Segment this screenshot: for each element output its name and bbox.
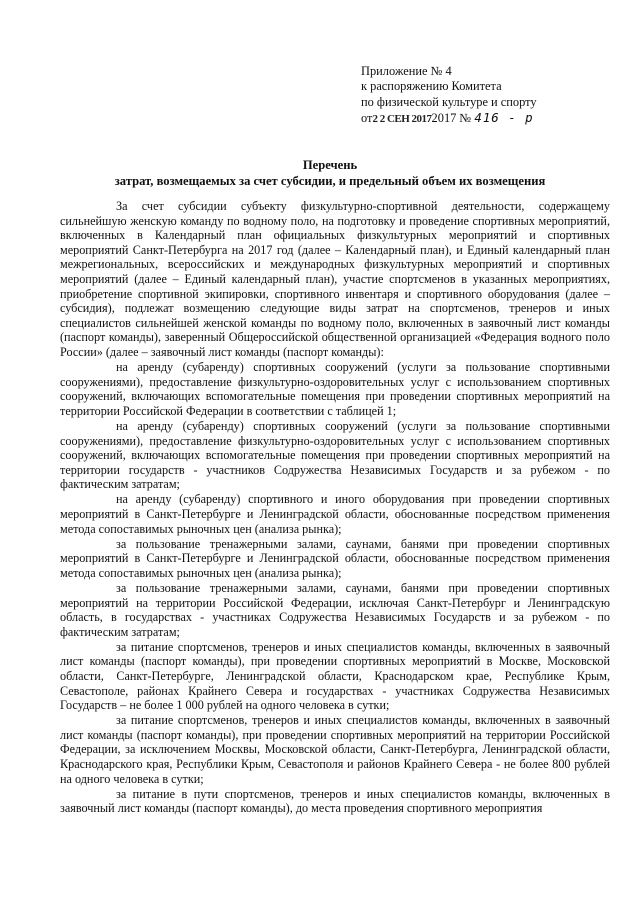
document-body [60,199,610,816]
paragraph: на аренду (субаренду) спортивного и иного оборудования при проведении спортивных мероприятий в Санкт-Петербурге и Ленинградской области, обоснованные посредством применения метода сопоставимых рыночных цен (анализа рынка); [60,492,610,536]
paragraph: За счет субсидии субъекту физкультурно-спортивной деятельности, содержащему сильнейшую женскую команду по водному поло, на подготовку и проведение спортивных мероприятий, включенных в Календарный план официальных физкультурных мероприятий и спортивных мероприятий Санкт-Петербурга на 2017 год (далее – Календарный план), и Единый календарный план межрегиональных, всероссийских и международных физкультурных мероприятий и спортивных мероприятий (далее – Единый календарный план), участие спортсменов в указанных мероприятиях, приобретение спортивной экипировки, спортивного инвентаря и спортивного оборудования (далее – субсидия), подлежат возмещению следующие виды затрат на спортсменов, тренеров и иных специалистов сильнейшей женской команды по водному поло, включенных в заявочный лист команды (паспорт команды), заверенный Общероссийской общественной организацией «Федерация водного поло России» (далее – заявочный лист команды (паспорт команды): [60,199,610,359]
appendix-header [361,64,621,128]
appendix-date-line [361,110,621,127]
date-stamp: 2 2 СЕН 2017 [372,113,432,126]
date-prefix: от [361,111,373,126]
paragraph: за питание спортсменов, тренеров и иных специалистов команды, включенных в заявочный лист команды (паспорт команды), при проведении спортивных мероприятий в Москве, Московской области, Санкт-Петербурге, Ленинградской области, Краснодарском крае, Республике Крым, Севастополе, районах Крайнего Севера и государствах - участниках Содружества Независимых Государств – не более 1 000 рублей на одного человека в сутки; [60,639,610,713]
date-year: 2017 № [431,111,472,126]
paragraph: за питание в пути спортсменов, тренеров и иных специалистов команды, включенных в заявочный лист команды (паспорт команды), до места проведения спортивного мероприятия [60,786,610,816]
document-subtitle: затрат, возмещаемых за счет субсидии, и предельный объем их возмещения [114,174,546,188]
appendix-line-1: Приложение № 4 [361,64,452,78]
document-title: Перечень [302,158,358,172]
paragraph: за пользование тренажерными залами, саунами, банями при проведении спортивных мероприятий в Санкт-Петербурге и Ленинградской области, обоснованные посредством применения метода сопоставимых рыночных цен (анализа рынка); [60,536,610,580]
paragraph: за питание спортсменов, тренеров и иных специалистов команды, включенных в заявочный лист команды (паспорт команды), при проведении спортивных мероприятий на территории Российской Федерации, за исключением Москвы, Московской области, Санкт-Петербурга, Ленинградской области, Краснодарского края, Республики Крым, Севастополя и районов Крайнего Севера - не более 800 рублей на одного человека в сутки; [60,713,610,786]
appendix-line-2: к распоряжению Комитета [361,79,502,94]
paragraph: за пользование тренажерными залами, саунами, банями при проведении спортивных мероприятий на территории Российской Федерации, исключая Санкт-Петербург и Ленинградскую область, в государствах - участниках Содружества Независимых Государств и за рубежом - по фактическим затратам; [60,580,610,639]
paragraph: на аренду (субаренду) спортивных сооружений (услуги за пользование спортивными сооружениями), предоставление физкультурно-оздоровительных услуг с использованием спортивных сооружений, включающих вспомогательные помещения при проведении спортивных мероприятий на территории государств - участников Содружества Независимых Государств и за рубежом - по фактическим затратам; [60,418,610,492]
paragraph: на аренду (субаренду) спортивных сооружений (услуги за пользование спортивными сооружениями), предоставление физкультурно-оздоровительных услуг с использованием спортивных сооружений, включающих вспомогательные помещения при проведении спортивных мероприятий на территории Российской Федерации в соответствии с таблицей 1; [60,360,610,418]
appendix-line-3: по физической культуре и спорту [361,94,537,109]
handwritten-number: 416 - р [474,110,534,126]
